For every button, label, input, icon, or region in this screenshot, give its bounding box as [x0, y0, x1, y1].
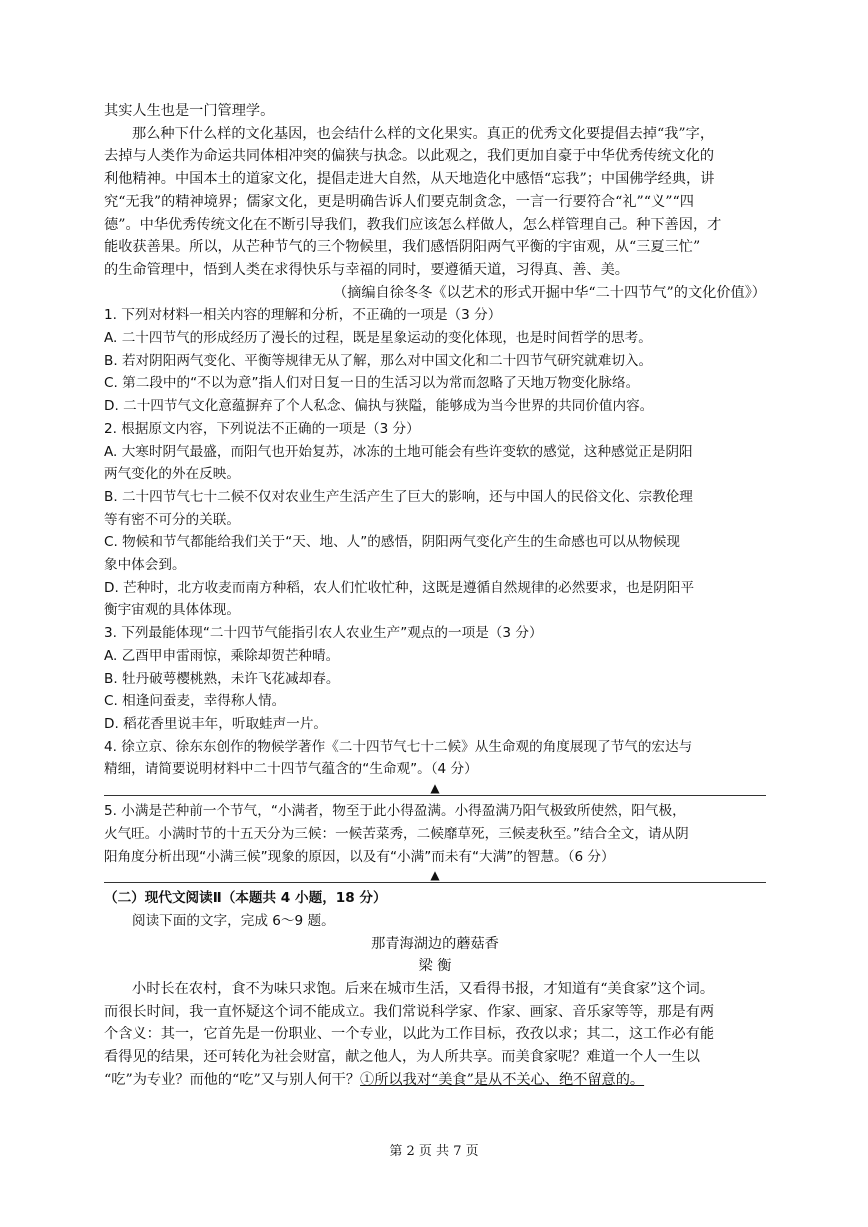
- page-footer: 第 2 页 共 7 页: [389, 1144, 479, 1159]
- question-4-stem: 4. 徐立京、徐东东创作的物候学著作《二十四节气七十二候》从生命观的角度展现了节气的宏达与: [104, 738, 693, 755]
- question-2-option-b: B. 二十四节气七十二候不仅对农业生产生活产生了巨大的影响，还与中国人的民俗文化、宗教伦理: [104, 488, 693, 505]
- question-2-option-d-cont: 衡宇宙观的具体体现。: [104, 602, 240, 619]
- question-1-option-c: C. 第二段中的“不以为意”指人们对日复一日的生活习以为常而忽略了天地万物变化脉络。: [104, 375, 640, 392]
- question-1-option-a: A. 二十四节气的形成经历了漫长的过程，既是星象运动的变化体现，也是时间哲学的思考。: [104, 330, 652, 347]
- article-title: 那青海湖边的蘑菇香: [371, 935, 499, 952]
- question-3-option-b: B. 牡丹破萼樱桃熟，未许飞花减却春。: [104, 670, 340, 687]
- passage-line: 德”。中华优秀传统文化在不断引导我们，教我们应该怎么样做人，怎么样管理自己。种下善因，才: [104, 216, 722, 233]
- underlined-sentence-1: ①所以我对“美食”是从不关心、绝不留意的。: [360, 1071, 645, 1088]
- question-1-stem: 1. 下列对材料一相关内容的理解和分析，不正确的一项是（3 分）: [104, 307, 502, 324]
- question-3-option-c: C. 相逢问蚕麦，幸得称人情。: [104, 693, 286, 710]
- article-author: 梁 衡: [418, 958, 452, 975]
- question-2-option-d: D. 芒种时，北方收麦而南方种稻，农人们忙收忙种，这既是遵循自然规律的必然要求，也是阴阳平: [104, 579, 695, 596]
- question-2-option-a-cont: 两气变化的外在反映。: [104, 466, 240, 483]
- question-3-option-a: A. 乙酉甲申雷雨惊，乘除却贺芒种晴。: [104, 647, 340, 664]
- question-2-option-c: C. 物候和节气都能给我们关于“天、地、人”的感悟，阴阳两气变化产生的生命感也可以从物候现: [104, 534, 680, 551]
- question-5-stem: 5. 小满是芒种前一个节气，“小满者，物至于此小得盈满。小得盈满乃阳气极致所使然，阳气极，: [104, 803, 686, 820]
- article-line: 个含义：其一，它首先是一份职业、一个专业，以此为工作目标，孜孜以求；其二，这工作必有能: [104, 1026, 715, 1043]
- article-text: “吃”为专业？而他的“吃”又与别人何干？: [104, 1071, 361, 1088]
- question-2-option-b-cont: 等有密不可分的关联。: [104, 511, 240, 528]
- passage-line: 能收获善果。所以，从芒种节气的三个物候里，我们感悟阴阳两气平衡的宇宙观，从“三夏三忙”: [104, 239, 701, 256]
- exam-page: [104, 100, 766, 1092]
- question-5-stem-cont: 火气旺。小满时节的十五天分为三候：一候苦菜秀，二候靡草死，三候麦秋至。”结合全文，请从阴: [104, 825, 689, 842]
- question-2-option-c-cont: 象中体会到。: [104, 557, 186, 574]
- question-4-stem-cont: 精细，请简要说明材料中二十四节气蕴含的“生命观”。（4 分）: [104, 761, 478, 778]
- question-2-option-a: A. 大寒时阴气最盛，而阳气也开始复苏，冰冻的土地可能会有些许变软的感觉，这种感觉正是阴阳: [104, 443, 693, 460]
- section-heading: （二）现代文阅读Ⅱ（本题共 4 小题，18 分）: [104, 890, 387, 907]
- passage-line: 的生命管理中，悟到人类在求得快乐与幸福的同时，要遵循天道，习得真、善、美。: [104, 261, 629, 278]
- passage-line: 究“无我”的精神境界；儒家文化，更是明确告诉人们要克制贪念，一言一行要符合“礼”“义”“四: [104, 193, 694, 210]
- passage-line: 利他精神。中国本土的道家文化，提倡走进大自然，从天地造化中感悟“忘我”；中国佛学经典，讲: [104, 171, 715, 188]
- passage-line: 其实人生也是一门管理学。: [104, 103, 275, 119]
- question-3-stem: 3. 下列最能体现“二十四节气能指引农人农业生产”观点的一项是（3 分）: [104, 625, 543, 642]
- question-1-option-d: D. 二十四节气文化意蕴摒弃了个人私念、偏执与狭隘，能够成为当今世界的共同价值内容。: [104, 398, 654, 415]
- passage-line: 那么种下什么样的文化基因，也会结什么样的文化果实。真正的优秀文化要提倡去掉“我”字，: [132, 125, 715, 142]
- passage-line: 去掉与人类作为命运共同体相冲突的偏狭与执念。以此观之，我们更加自豪于中华优秀传统文化的: [104, 148, 715, 165]
- article-line: [104, 1069, 766, 1092]
- section-instruction: 阅读下面的文字，完成 6～9 题。: [132, 912, 335, 929]
- question-3-option-d: D. 稻花香里说丰年，听取蛙声一片。: [104, 715, 328, 732]
- article-line: 而很长时间，我一直怀疑这个词不能成立。我们常说科学家、作家、画家、音乐家等等，那是有两: [104, 1003, 715, 1020]
- question-2-stem: 2. 根据原文内容，下列说法不正确的一项是（3 分）: [104, 420, 420, 437]
- question-1-option-b: B. 若对阴阳两气变化、平衡等规律无从了解，那么对中国文化和二十四节气研究就难切入。: [104, 352, 653, 369]
- passage-source: （摘编自徐冬冬《以艺术的形式开掘中华“二十四节气”的文化价值》）: [332, 284, 766, 301]
- article-line: 小时长在农村，食不为味只求饱。后来在城市生活，又看得书报，才知道有“美食家”这个词。: [132, 981, 715, 998]
- question-5-stem-cont: 阳角度分析出现“小满三候”现象的原因，以及有“小满”而未有“大满”的智慧。（6 分）: [104, 848, 615, 865]
- article-line: 看得见的结果，还可转化为社会财富，献之他人，为人所共享。而美食家呢？难道一个人一生以: [104, 1049, 700, 1066]
- answer-marker-triangle: ▲: [430, 781, 440, 796]
- answer-marker-triangle: ▲: [430, 868, 440, 883]
